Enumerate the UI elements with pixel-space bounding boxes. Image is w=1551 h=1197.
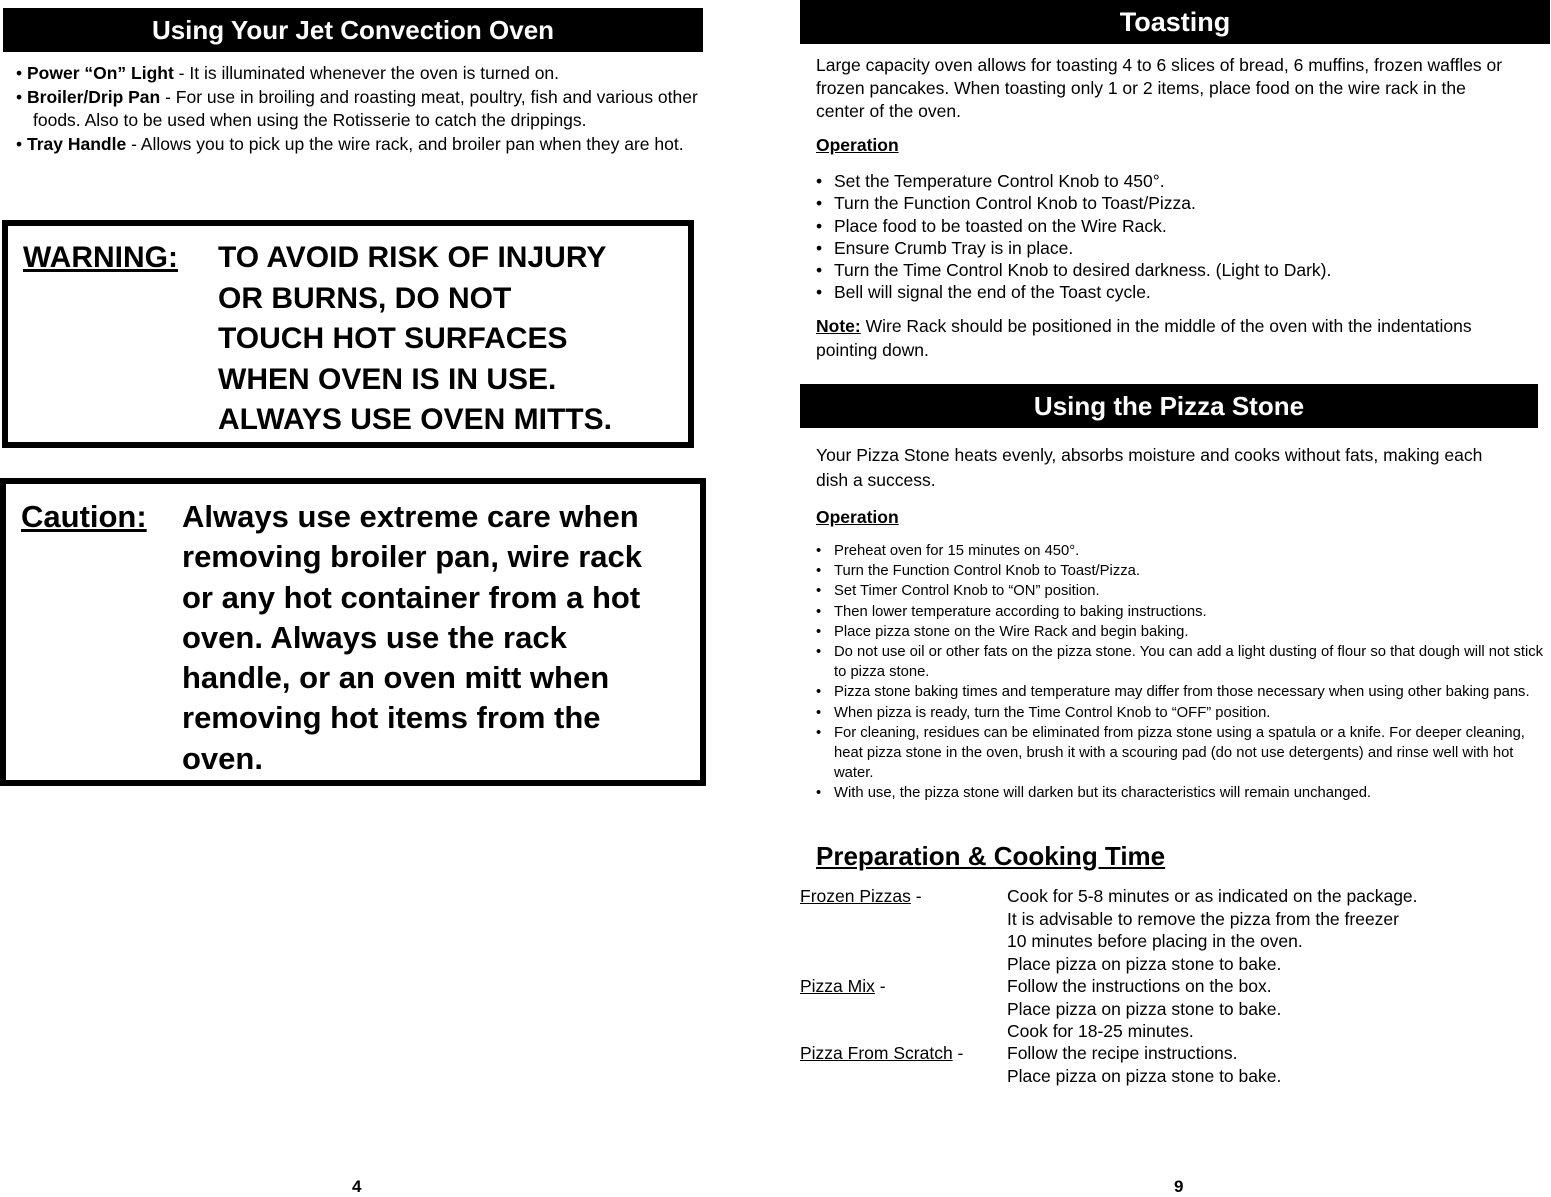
feature-item: • Power “On” Light - It is illuminated whenever the oven is turned on.	[16, 63, 560, 83]
toasting-operation-heading: Operation	[816, 135, 899, 155]
prep-label	[800, 975, 886, 998]
list-item: • Set the Temperature Control Knob to 450°.	[816, 170, 1536, 192]
list-item: • Then lower temperature according to baking instructions.	[816, 602, 1546, 622]
caution-line: removing hot items from the	[182, 700, 601, 736]
toasting-steps	[816, 170, 1536, 304]
feature-desc: - Allows you to pick up the wire rack, and broiler pan when they are hot.	[126, 133, 684, 154]
prep-line: Place pizza on pizza stone to bake.	[1007, 1065, 1282, 1086]
feature-desc: - It is illuminated whenever the oven is turned on.	[173, 63, 560, 83]
prep-text	[1007, 1042, 1527, 1087]
caution-box	[0, 478, 706, 786]
section-header-pizza-stone: Using the Pizza Stone	[800, 384, 1538, 428]
toasting-note	[816, 315, 1536, 362]
warning-line: WHEN OVEN IS IN USE.	[218, 362, 557, 396]
feature-term: Power “On” Light	[27, 63, 174, 83]
list-item: • Ensure Crumb Tray is in place.	[816, 237, 1536, 259]
preparation-heading: Preparation & Cooking Time	[816, 841, 1166, 871]
warning-line: TOUCH HOT SURFACES	[218, 322, 568, 355]
prep-text	[1007, 975, 1527, 1043]
prep-label	[800, 885, 922, 908]
prep-line: Cook for 5-8 minutes or as indicated on the package.	[1007, 886, 1418, 906]
prep-line: Cook for 18-25 minutes.	[1007, 1021, 1194, 1042]
prep-label-text: Frozen Pizzas	[800, 886, 911, 906]
list-item: • Place food to be toasted on the Wire Rack.	[816, 215, 1536, 237]
prep-label-text: Pizza Mix	[800, 976, 875, 996]
pizza-intro: Your Pizza Stone heats evenly, absorbs moisture and cooks without fats, making each dish a success.	[816, 445, 1483, 490]
prep-sep: -	[910, 886, 922, 906]
caution-line: oven.	[182, 740, 263, 776]
toasting-intro: Large capacity oven allows for toasting 4 to 6 slices of bread, 6 muffins, frozen waffles or frozen pancakes. When toasting only 1 or 2 items, place food on the wire rack in the center of the oven.	[816, 55, 1503, 121]
list-item: • With use, the pizza stone will darken but its characteristics will remain unchanged.	[816, 783, 1546, 803]
note-text: Wire Rack should be positioned in the middle of the oven with the indentations pointing down.	[816, 316, 1472, 360]
warning-line: OR BURNS, DO NOT	[218, 281, 512, 315]
caution-line: removing broiler pan, wire rack	[182, 539, 642, 575]
feature-list	[16, 62, 706, 156]
warning-line: TO AVOID RISK OF INJURY	[218, 241, 607, 274]
caution-line: or any hot container from a hot	[182, 579, 641, 615]
prep-label-text: Pizza From Scratch	[800, 1043, 953, 1063]
feature-term: Broiler/Drip Pan	[27, 86, 161, 107]
list-item: • When pizza is ready, turn the Time Control Knob to “OFF” position.	[816, 703, 1546, 723]
prep-sep: -	[952, 1043, 964, 1063]
warning-line: ALWAYS USE OVEN MITTS.	[218, 403, 612, 436]
caution-line: oven. Always use the rack	[182, 619, 567, 655]
right-page	[790, 0, 1551, 1195]
prep-line: Place pizza on pizza stone to bake.	[1007, 998, 1282, 1019]
prep-line: Follow the recipe instructions.	[1007, 1043, 1238, 1063]
pizza-steps	[816, 541, 1546, 804]
note-label: Note:	[816, 316, 861, 336]
list-item: • Turn the Function Control Knob to Toast/Pizza.	[816, 561, 1546, 581]
prep-line: Place pizza on pizza stone to bake.	[1007, 954, 1282, 975]
caution-label: Caution:	[21, 499, 147, 534]
list-item: • Turn the Time Control Knob to desired darkness. (Light to Dark).	[816, 259, 1536, 281]
warning-text	[218, 238, 688, 441]
list-item: • Do not use oil or other fats on the pizza stone. You can add a light dusting of flour so that dough will not stick to pizza stone.	[816, 642, 1546, 682]
feature-desc: - For use in broiling and roasting meat, poultry, fish and various other foods. Also to be used when using the Rotisserie to catch the drippings.	[33, 86, 698, 130]
prep-label	[800, 1042, 963, 1065]
prep-line: It is advisable to remove the pizza from the freezer	[1007, 908, 1399, 929]
page-number-left: 4	[352, 1177, 362, 1196]
prep-line: 10 minutes before placing in the oven.	[1007, 931, 1303, 952]
list-item: • For cleaning, residues can be eliminated from pizza stone using a spatula or a knife. For deeper cleaning, heat pizza stone in the oven, brush it with a scouring pad (do not use detergents) and rinse well with hot water.	[816, 723, 1546, 784]
warning-box	[2, 220, 694, 448]
list-item: • Place pizza stone on the Wire Rack and begin baking.	[816, 622, 1546, 642]
left-page	[0, 0, 710, 1195]
prep-sep: -	[874, 976, 886, 996]
section-header-jet-oven: Using Your Jet Convection Oven	[3, 8, 703, 52]
list-item: • Preheat oven for 15 minutes on 450°.	[816, 541, 1546, 561]
prep-line: Follow the instructions on the box.	[1007, 976, 1272, 996]
feature-item: • Tray Handle - Allows you to pick up the wire rack, and broiler pan when they are hot.	[16, 133, 684, 154]
pizza-operation-heading: Operation	[816, 507, 899, 527]
list-item: • Pizza stone baking times and temperature may differ from those necessary when using other baking pans.	[816, 682, 1546, 702]
page-number-right: 9	[1174, 1177, 1184, 1196]
list-item: • Bell will signal the end of the Toast cycle.	[816, 281, 1536, 303]
caution-line: handle, or an oven mitt when	[182, 660, 610, 696]
caution-line: Always use extreme care when	[182, 499, 639, 534]
feature-term: Tray Handle	[27, 133, 127, 154]
list-item: • Set Timer Control Knob to “ON” position.	[816, 581, 1546, 601]
feature-item: • Broiler/Drip Pan - For use in broiling and roasting meat, poultry, fish and various other foods. Also to be used when using the Rotisserie to catch the drippings.	[16, 86, 698, 130]
section-header-toasting: Toasting	[800, 0, 1550, 44]
caution-text	[182, 497, 702, 779]
list-item: • Turn the Function Control Knob to Toast/Pizza.	[816, 192, 1536, 214]
prep-text	[1007, 885, 1527, 976]
warning-label: WARNING:	[23, 241, 178, 274]
